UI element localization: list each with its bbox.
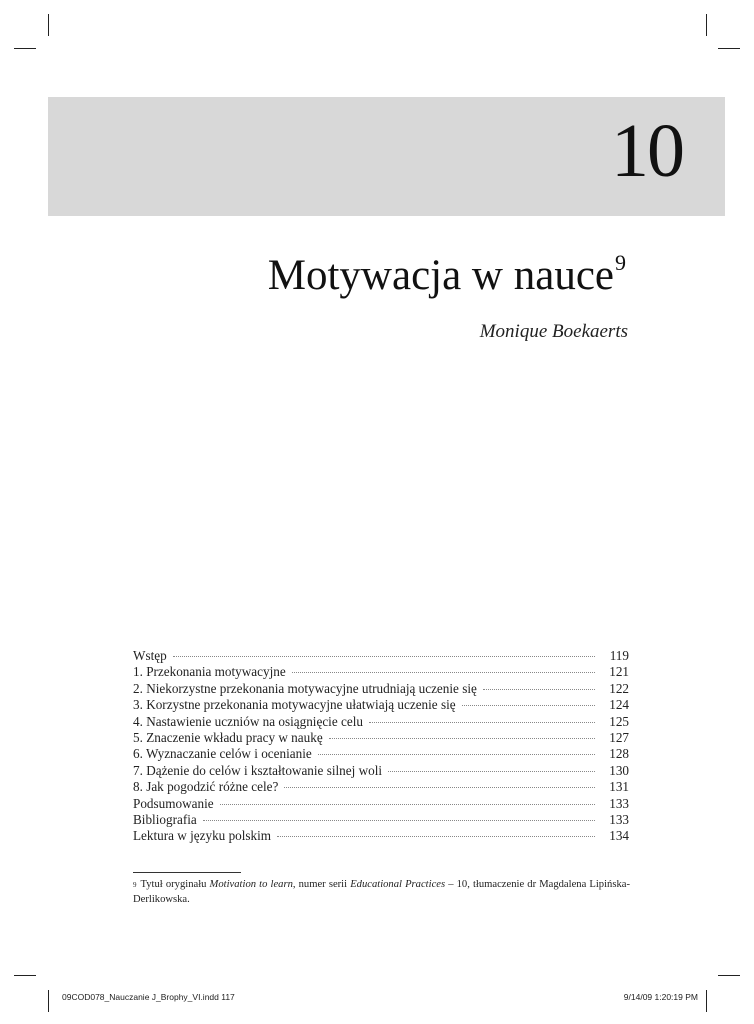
slug-file-info: 09COD078_Nauczanie J_Brophy_VI.indd 117 (62, 992, 235, 1002)
toc-dot-leader (173, 656, 595, 657)
toc-dot-leader (292, 672, 595, 673)
footnote (133, 878, 630, 907)
toc-entry-page: 121 (609, 664, 629, 680)
footnote-text: Tytuł oryginału (140, 879, 210, 890)
crop-mark (718, 48, 740, 49)
crop-mark (48, 990, 49, 1012)
toc-entry-page: 128 (609, 746, 629, 762)
footnote-italic-title: Motivation to learn (209, 879, 293, 890)
slug-timestamp: 9/14/09 1:20:19 PM (623, 992, 698, 1002)
footnote-divider (133, 872, 241, 873)
toc-entry-page: 133 (609, 812, 629, 828)
toc-dot-leader (462, 705, 595, 706)
toc-entry[interactable] (133, 664, 629, 680)
toc-entry-label: Podsumowanie (133, 795, 214, 811)
toc-entry-label: 4. Nastawienie uczniów na osiągnięcie celu (133, 713, 363, 729)
toc-entry-label: Bibliografia (133, 812, 197, 828)
chapter-title-text: Motywacja w nauce (267, 252, 614, 299)
toc-entry-page: 130 (609, 762, 629, 778)
toc-entry-label: 3. Korzystne przekonania motywacyjne ułatwiają uczenie się (133, 697, 456, 713)
toc-entry[interactable] (133, 681, 629, 697)
crop-mark (14, 975, 36, 976)
toc-entry-label: 6. Wyznaczanie celów i ocenianie (133, 746, 312, 762)
crop-mark (14, 48, 36, 49)
toc-entry[interactable] (133, 648, 629, 664)
crop-mark (706, 990, 707, 1012)
toc-dot-leader (388, 771, 595, 772)
table-of-contents (133, 648, 629, 845)
toc-dot-leader (329, 738, 595, 739)
author-name: Monique Boekaerts (479, 321, 628, 342)
toc-dot-leader (483, 689, 595, 690)
toc-entry-page: 131 (609, 779, 629, 795)
toc-entry[interactable] (133, 812, 629, 828)
toc-entry[interactable] (133, 746, 629, 762)
footnote-reference[interactable]: 9 (615, 250, 626, 275)
chapter-title (267, 250, 626, 299)
toc-entry[interactable] (133, 763, 629, 779)
toc-entry-page: 134 (609, 828, 629, 844)
toc-entry-label: 1. Przekonania motywacyjne (133, 664, 286, 680)
toc-entry[interactable] (133, 714, 629, 730)
toc-dot-leader (203, 820, 595, 821)
toc-entry[interactable] (133, 730, 629, 746)
toc-entry[interactable] (133, 796, 629, 812)
chapter-number: 10 (611, 109, 683, 193)
footnote-marker: 9 (133, 881, 137, 889)
footnote-italic-series: Educational Practices (350, 879, 446, 890)
toc-entry-label: 8. Jak pogodzić różne cele? (133, 779, 279, 795)
toc-entry-page: 122 (609, 680, 629, 696)
toc-entry[interactable] (133, 828, 629, 844)
toc-entry[interactable] (133, 697, 629, 713)
toc-entry-label: Wstęp (133, 648, 167, 663)
toc-entry-label: 2. Niekorzystne przekonania motywacyjne utrudniają uczenie się (133, 680, 477, 696)
crop-mark (706, 14, 707, 36)
toc-dot-leader (284, 787, 595, 788)
toc-entry-page: 119 (609, 648, 629, 663)
crop-mark (48, 14, 49, 36)
toc-entry-page: 127 (609, 730, 629, 746)
toc-dot-leader (318, 754, 595, 755)
crop-mark (718, 975, 740, 976)
toc-dot-leader (369, 722, 595, 723)
chapter-band (48, 97, 725, 216)
footnote-text: – 10, tłumaczenie dr Magdalena Lipińska-Derlikowska. (133, 879, 630, 905)
toc-entry-label: Lektura w języku polskim (133, 828, 272, 844)
toc-dot-leader (277, 836, 595, 837)
toc-entry-page: 133 (609, 795, 629, 811)
toc-entry-page: 125 (609, 713, 629, 729)
toc-entry-page: 124 (609, 697, 629, 713)
toc-dot-leader (220, 804, 595, 805)
toc-entry-label: 5. Znaczenie wkładu pracy w naukę (133, 730, 323, 746)
toc-entry[interactable] (133, 779, 629, 795)
footnote-text: , numer serii (292, 879, 351, 890)
toc-entry-label: 7. Dążenie do celów i kształtowanie silnej woli (133, 762, 383, 778)
